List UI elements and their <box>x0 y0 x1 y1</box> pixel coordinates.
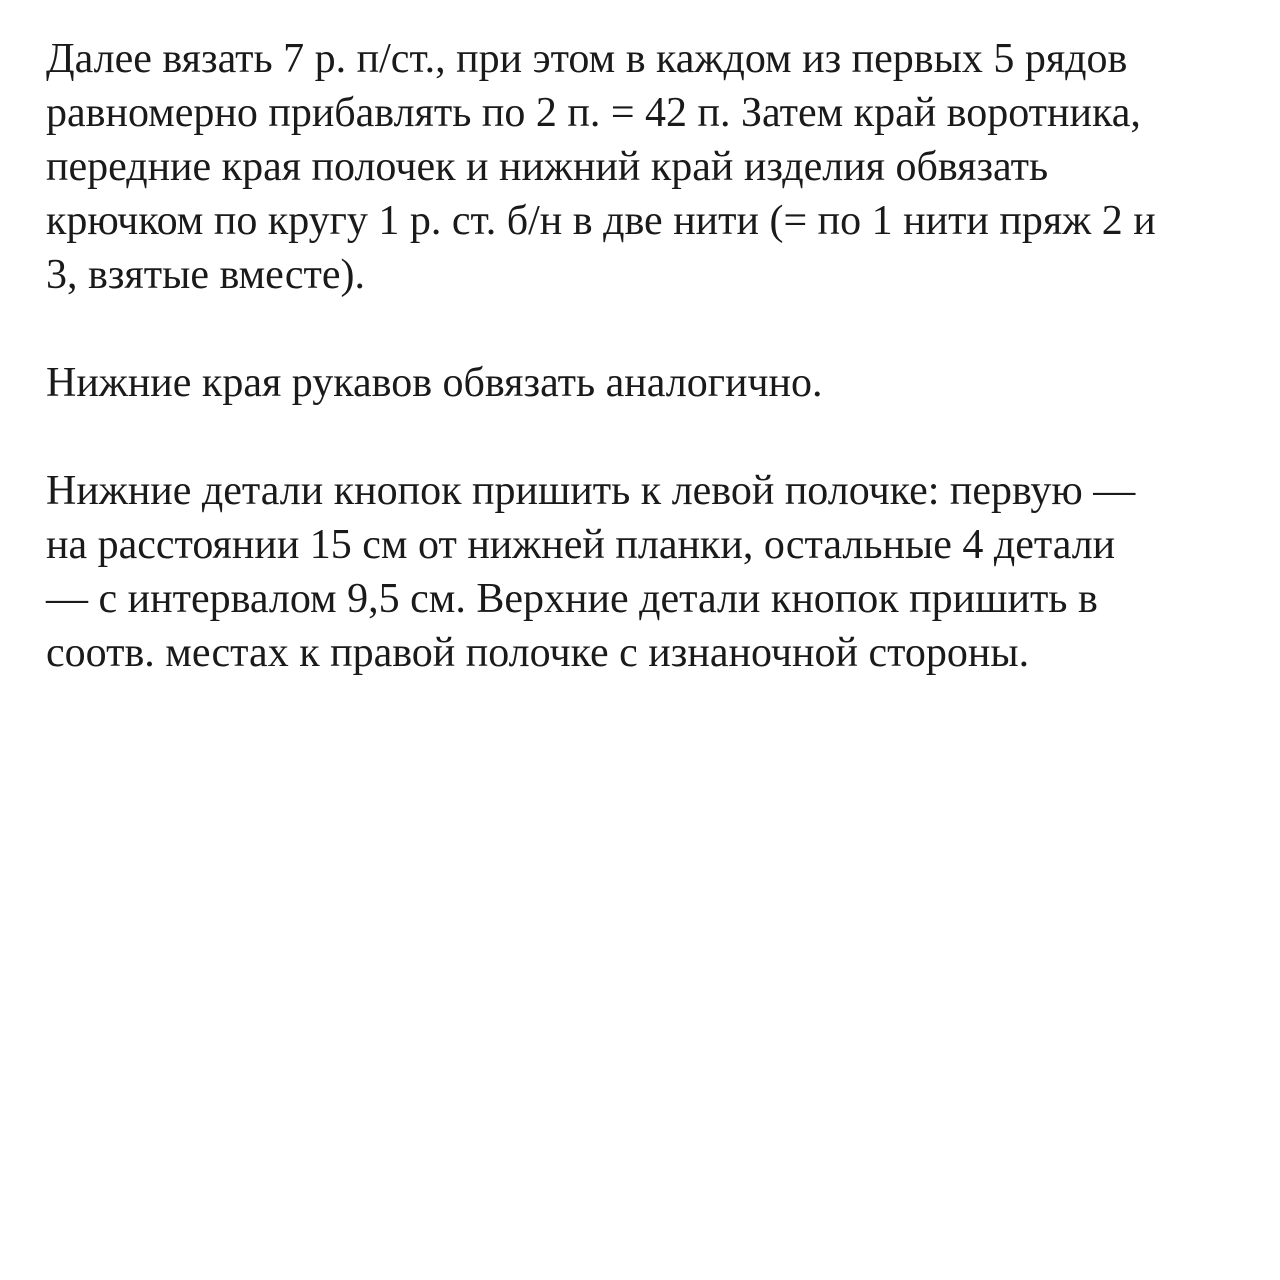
text-line: передние края полочек и нижний край изделия обвязать <box>46 144 1049 190</box>
text-line: на расстоянии 15 см от нижней планки, остальные 4 детали <box>46 522 1116 568</box>
text-line: соотв. местах к правой полочке с изнаночной стороны. <box>46 630 1030 676</box>
paragraph-snaps <box>46 464 1256 680</box>
paragraph-sleeves <box>46 356 1256 410</box>
text-line: равномерно прибавлять по 2 п. = 42 п. Затем край воротника, <box>46 90 1141 136</box>
text-line: Нижние детали кнопок пришить к левой полочке: первую — <box>46 468 1136 514</box>
text-line: — с интервалом 9,5 см. Верхние детали кнопок пришить в <box>46 576 1098 622</box>
text-line: крючком по кругу 1 р. ст. б/н в две нити (= по 1 нити пряж 2 и <box>46 198 1156 244</box>
document-text <box>46 32 1256 680</box>
text-line: Далее вязать 7 р. п/ст., при этом в каждом из первых 5 рядов <box>46 36 1128 82</box>
text-line: 3, взятые вместе). <box>46 252 365 298</box>
paragraph-trim-instructions <box>46 32 1256 302</box>
text-line: Нижние края рукавов обвязать аналогично. <box>46 360 823 406</box>
